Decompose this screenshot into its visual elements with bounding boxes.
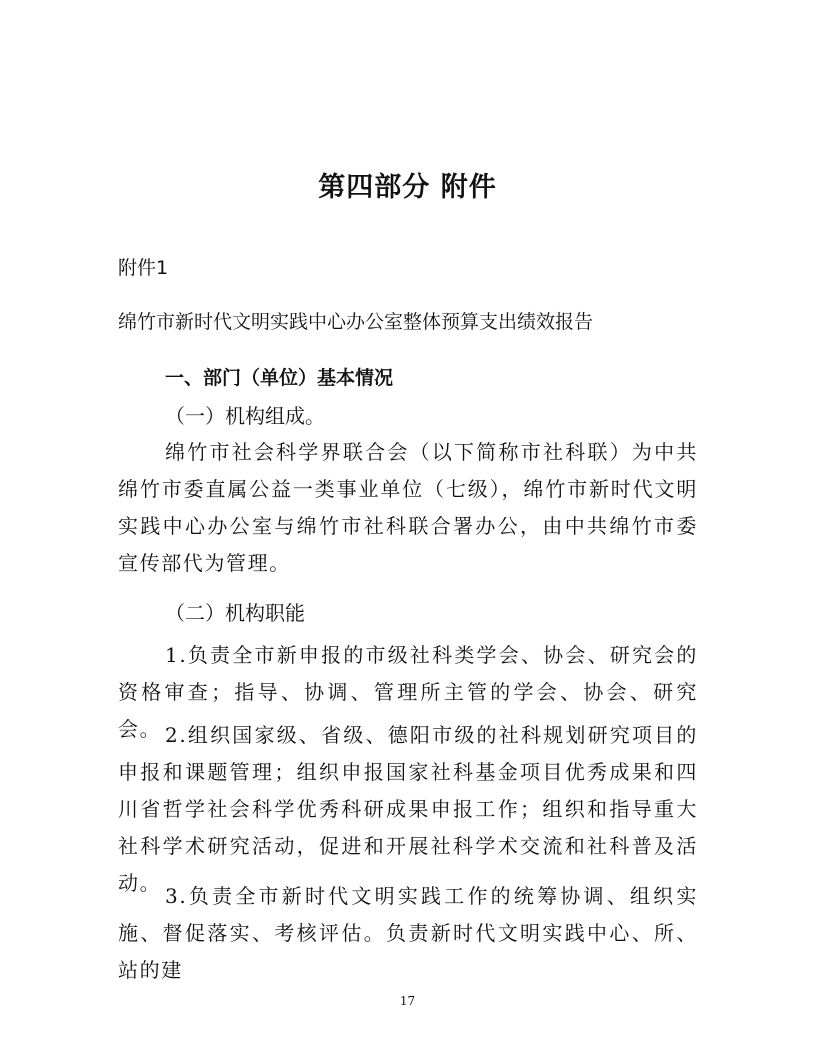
page-number: 17 [399,994,416,1008]
organization-paragraph: 绵竹市社会科学界联合会（以下简称市社科联）为中共绵竹市委直属公益一类事业单位（七级），绵竹市新时代文明实践中心办公室与绵竹市社科联合署办公，由中共绵竹市委宣传部代为管理。 [118,440,698,575]
function-item-3: 3.负责全市新时代文明实践工作的统筹协调、组织实施、督促落实、考核评估。负责新时代文明实践中心、所、站的建 [118,884,698,982]
sub-heading-organization: （一）机构组成。 [165,404,325,428]
sub-heading-functions: （二）机构职能 [165,601,305,625]
report-title: 绵竹市新时代文明实践中心办公室整体预算支出绩效报告 [118,311,594,333]
part-title: 第四部分 附件 [318,172,497,203]
function-item-2: 2.组织国家级、省级、德阳市级的社科规划研究项目的申报和课题管理；组织申报国家社科基金项目优秀成果和四川省哲学社会科学优秀科研成果申报工作；组织和指导重大社科学术研究活动，促进和开展社科学术交流和社科普及活动。 [118,723,698,895]
section-heading: 一、部门（单位）基本情况 [165,367,394,389]
attachment-label: 附件1 [118,257,169,279]
function-item-1: 1.负责全市新申报的市级社科类学会、协会、研究会的资格审查；指导、协调、管理所主管的学会、协会、研究会。 [118,643,698,741]
